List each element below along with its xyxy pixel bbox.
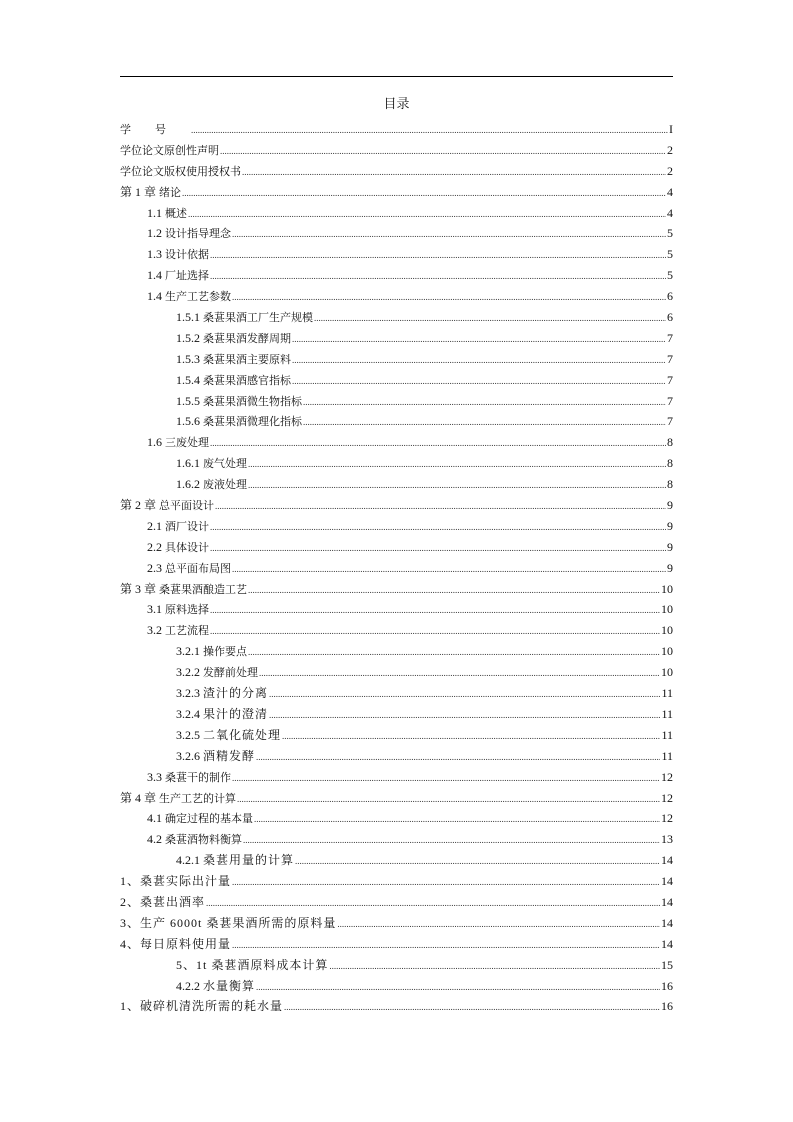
toc-entry-label: 桑葚果酒发酵周期 [203, 331, 291, 345]
dot-leader [337, 914, 660, 935]
toc-entry[interactable] [120, 286, 673, 307]
toc-entry-text [120, 120, 190, 141]
toc-entry[interactable] [120, 808, 673, 829]
dot-leader [248, 454, 666, 475]
toc-entry[interactable] [120, 579, 673, 600]
toc-entry-text [176, 391, 302, 413]
toc-entry-label: 生产工艺参数 [165, 290, 231, 304]
toc-entry-label: 学位论文原创性声明 [120, 143, 219, 157]
toc-entry-label: 三废处理 [165, 436, 209, 450]
toc-entry-number: 1.5.5 [176, 393, 200, 408]
dot-leader [220, 141, 666, 162]
toc-entry-number: 2.3 [147, 560, 162, 575]
dot-leader [182, 183, 666, 204]
toc-entry[interactable] [120, 871, 673, 892]
toc-entry-page: I [669, 122, 673, 136]
toc-entry-text [147, 537, 209, 559]
toc-entry-text [176, 683, 268, 705]
toc-entry-page: 15 [661, 957, 673, 972]
toc-entry[interactable] [120, 537, 673, 558]
dot-leader [248, 475, 666, 496]
toc-entry-text [147, 599, 209, 621]
dot-leader [210, 433, 666, 454]
toc-entry[interactable] [120, 641, 673, 662]
toc-entry-text [176, 850, 294, 872]
toc-entry-page: 12 [661, 790, 673, 805]
toc-entry-number: 3.1 [147, 602, 162, 617]
toc-entry-label: 桑葚用量的计算 [203, 853, 295, 868]
toc-entry-number: 4.2 [147, 832, 162, 847]
toc-entry-page: 14 [661, 874, 673, 889]
toc-entry-text [120, 182, 181, 204]
dot-leader [259, 663, 660, 684]
toc-entry-label: 概述 [165, 206, 187, 220]
toc-entry-page: 10 [661, 644, 673, 659]
toc-entry-page: 12 [661, 811, 673, 826]
toc-entry[interactable] [120, 599, 673, 620]
toc-entry-number: 第 4 章 [120, 790, 157, 805]
dot-leader [206, 893, 660, 914]
toc-entry[interactable] [120, 244, 673, 265]
toc-entry-page: 2 [667, 163, 673, 178]
toc-entry-page: 7 [667, 414, 673, 429]
dot-leader [210, 600, 660, 621]
toc-entry-label: 设计指导理念 [165, 227, 231, 241]
toc-entry-label: 二氧化硫处理 [203, 727, 282, 742]
toc-entry-number: 第 3 章 [120, 581, 157, 596]
toc-entry-text [176, 453, 247, 475]
toc-entry-number: 4.1 [147, 811, 162, 826]
dot-leader [282, 726, 660, 747]
toc-entry-label: 桑葚果酒工厂生产规模 [203, 311, 313, 325]
dot-leader [254, 809, 660, 830]
toc-entry-label: 总平面布局图 [165, 561, 231, 575]
toc-entry-text [120, 162, 241, 183]
toc-entry-page: 11 [661, 706, 673, 721]
toc-entry[interactable] [120, 265, 673, 286]
dot-leader [232, 872, 660, 893]
toc-entry[interactable] [120, 955, 673, 976]
toc-entry-text [120, 871, 231, 893]
header-rule [120, 76, 673, 77]
toc-entry-number: 第 1 章 [120, 184, 157, 199]
toc-entry-text [147, 829, 242, 851]
toc-entry[interactable] [120, 119, 673, 140]
toc-entry-text [120, 934, 231, 956]
dot-leader [242, 162, 666, 183]
dot-leader [210, 266, 666, 287]
toc-entry-page: 5 [667, 247, 673, 262]
toc-entry-text [147, 516, 209, 538]
toc-entry-page: 7 [667, 330, 673, 345]
toc-entry-label: 废液处理 [203, 478, 247, 492]
toc-entry-number: 4.2.2 [176, 978, 200, 993]
toc-entry-number: 1.5.2 [176, 330, 200, 345]
toc-entry-page: 11 [661, 686, 673, 701]
toc-entry-page: 4 [667, 205, 673, 220]
toc-entry-label: 发酵前处理 [203, 666, 258, 680]
toc-entry-text [120, 913, 336, 935]
toc-entry[interactable] [120, 996, 673, 1017]
dot-leader [303, 412, 666, 433]
toc-entry-page: 12 [661, 769, 673, 784]
toc-entry-page: 2 [667, 142, 673, 157]
dot-leader [191, 120, 668, 141]
toc-entry-text [120, 579, 247, 601]
toc-entry-page: 16 [661, 999, 673, 1014]
toc-entry-number: 1.2 [147, 226, 162, 241]
toc-entry-number: 3.2.2 [176, 665, 200, 680]
toc-entry[interactable] [120, 516, 673, 537]
toc-entry-label: 渣汁的分离 [203, 686, 269, 701]
toc-entry-text [176, 641, 247, 663]
toc-entry[interactable] [120, 767, 673, 788]
toc-entry-page: 13 [661, 832, 673, 847]
toc-entry-number: 3.3 [147, 769, 162, 784]
toc-entry-label: 桑葚果酒感官指标 [203, 373, 291, 387]
dot-leader [292, 350, 666, 371]
toc-entry-page: 7 [667, 351, 673, 366]
toc-entry-text [176, 411, 302, 433]
toc-entry-number: 1.4 [147, 289, 162, 304]
toc-entry-text [176, 307, 313, 329]
toc-entry[interactable] [120, 223, 673, 244]
toc-entry-label: 3、生产 6000t 桑葚果酒所需的原料量 [120, 915, 337, 930]
toc-entry-label: 桑葚果酒酿造工艺 [159, 582, 248, 596]
toc-entry-text [120, 141, 219, 162]
dot-leader [243, 830, 660, 851]
toc-entry-page: 8 [667, 456, 673, 471]
dot-leader [256, 747, 660, 768]
dot-leader [256, 977, 660, 998]
toc-entry[interactable] [120, 913, 673, 934]
toc-entry-text [176, 746, 255, 768]
toc-entry-text [147, 620, 209, 642]
toc-entry[interactable] [120, 725, 673, 746]
toc-entry[interactable] [120, 453, 673, 474]
toc-entry[interactable] [120, 746, 673, 767]
toc-entry-label: 果汁的澄清 [203, 706, 269, 721]
toc-entry-page: 4 [667, 184, 673, 199]
dot-leader [237, 789, 660, 810]
toc-title: 目录 [383, 97, 410, 112]
toc-entry-page: 10 [661, 623, 673, 638]
toc-entry-label: 1、桑葚实际出汁量 [120, 874, 232, 889]
toc-entry[interactable] [120, 411, 673, 432]
toc-entry-number: 第 2 章 [120, 498, 157, 513]
toc-entry-page: 9 [667, 560, 673, 575]
toc-entry-label: 2、桑葚出酒率 [120, 894, 206, 909]
toc-entry-label: 酒精发酵 [203, 748, 256, 763]
toc-entry[interactable] [120, 328, 673, 349]
toc-entry[interactable] [120, 934, 673, 955]
toc-entry-number: 2.1 [147, 518, 162, 533]
dot-leader [269, 705, 660, 726]
toc-entry-number: 1.3 [147, 247, 162, 262]
toc-entry[interactable] [120, 140, 673, 161]
toc-entry-page: 10 [661, 602, 673, 617]
dot-leader [215, 496, 666, 517]
dot-leader [284, 997, 660, 1018]
toc-entry-label: 5、1t 桑葚酒原料成本计算 [176, 957, 329, 972]
toc-entry-page: 8 [667, 477, 673, 492]
toc-entry-page: 14 [661, 936, 673, 951]
toc-entry-page: 11 [661, 727, 673, 742]
toc-entry-label: 废气处理 [203, 457, 247, 471]
toc-entry-label: 4、每日原料使用量 [120, 936, 232, 951]
toc-entry-number: 1.5.4 [176, 372, 200, 387]
toc-entry-page: 8 [667, 435, 673, 450]
toc-entry-label: 桑葚果酒主要原料 [203, 352, 291, 366]
toc-entry-text [176, 474, 247, 496]
toc-entry-page: 6 [667, 310, 673, 325]
toc-entry-label: 桑葚干的制作 [165, 770, 231, 784]
toc-entry-text [176, 662, 258, 684]
toc-entry-label: 原料选择 [165, 603, 209, 617]
toc-entry-page: 11 [661, 748, 673, 763]
toc-entry-number: 1.6.2 [176, 477, 200, 492]
toc-entry[interactable] [120, 370, 673, 391]
toc-entry[interactable] [120, 495, 673, 516]
toc-entry-number: 1.6.1 [176, 456, 200, 471]
dot-leader [248, 642, 660, 663]
toc-entry-page: 14 [661, 853, 673, 868]
toc-entry-label: 1、破碎机清洗所需的耗水量 [120, 999, 284, 1014]
dot-leader [210, 245, 666, 266]
toc-entry-number: 4.2.1 [176, 853, 200, 868]
dot-leader [292, 329, 666, 350]
toc-entry-page: 9 [667, 498, 673, 513]
dot-leader [232, 559, 666, 580]
toc-entry-label: 酒厂设计 [165, 519, 209, 533]
toc-entry-number: 1.4 [147, 268, 162, 283]
toc-entry-text [147, 223, 231, 245]
toc-entry-number: 1.5.1 [176, 310, 200, 325]
toc-entry-page: 9 [667, 518, 673, 533]
toc-entry-page: 6 [667, 289, 673, 304]
toc-entry-text [147, 767, 231, 789]
toc-entry-text [120, 495, 214, 517]
toc-entry-page: 14 [661, 894, 673, 909]
toc-entry[interactable] [120, 391, 673, 412]
toc-entry-text [176, 349, 291, 371]
toc-entry[interactable] [120, 704, 673, 725]
toc-entry-label: 工艺流程 [165, 624, 209, 638]
toc-entry-page: 5 [667, 226, 673, 241]
toc-entry-number: 3.2.5 [176, 727, 200, 742]
toc-entry-label: 桑葚酒物料衡算 [165, 833, 242, 847]
dot-leader [269, 684, 660, 705]
dot-leader [303, 392, 666, 413]
dot-leader [248, 580, 660, 601]
toc-entry[interactable] [120, 620, 673, 641]
dot-leader [329, 956, 660, 977]
dot-leader [232, 768, 660, 789]
toc-entry-page: 10 [661, 581, 673, 596]
toc-entry-text [147, 203, 187, 225]
toc-entry-label: 生产工艺的计算 [159, 791, 237, 805]
toc-entry-page: 7 [667, 372, 673, 387]
toc-entry-label: 操作要点 [203, 645, 247, 659]
toc-entry-text [176, 328, 291, 350]
toc-entry-number: 2.2 [147, 539, 162, 554]
toc-entry[interactable] [120, 850, 673, 871]
toc-entry-text [147, 244, 209, 266]
toc-entry[interactable] [120, 203, 673, 224]
toc-entry-label: 学位论文版权使用授权书 [120, 164, 241, 178]
toc-entry-number: 1.5.6 [176, 414, 200, 429]
toc-entry[interactable] [120, 474, 673, 495]
toc-entry-label: 水量衡算 [203, 978, 256, 993]
toc-entry-text [147, 558, 231, 580]
toc-entry-label: 具体设计 [165, 540, 209, 554]
toc-entry[interactable] [120, 161, 673, 182]
toc-entry[interactable] [120, 432, 673, 453]
toc-entry-number: 3.2.3 [176, 686, 200, 701]
toc-entry-label: 桑葚果酒微生物指标 [203, 394, 302, 408]
toc-entry-text [147, 808, 253, 830]
dot-leader [292, 371, 666, 392]
toc-entry[interactable] [120, 307, 673, 328]
toc-entry-label: 学号 [120, 123, 190, 136]
dot-leader [314, 308, 666, 329]
toc-entry[interactable] [120, 349, 673, 370]
toc-entry-label: 设计依据 [165, 248, 209, 262]
toc-entry-label: 绪论 [159, 185, 182, 199]
toc-entry-page: 7 [667, 393, 673, 408]
dot-leader [232, 224, 666, 245]
toc-entry-text [120, 892, 205, 914]
toc-entry-text [176, 704, 268, 726]
toc-entry-number: 3.2.4 [176, 706, 200, 721]
toc-entry-text [147, 286, 231, 308]
toc-entry-text [176, 955, 328, 977]
dot-leader [188, 204, 666, 225]
toc-entry-text [147, 265, 209, 287]
dot-leader [295, 851, 660, 872]
toc-entry[interactable] [120, 788, 673, 809]
toc-entry-label: 桑葚果酒微理化指标 [203, 415, 302, 429]
dot-leader [210, 517, 666, 538]
toc-entry[interactable] [120, 182, 673, 203]
dot-leader [232, 287, 666, 308]
toc-entry-label: 厂址选择 [165, 269, 209, 283]
toc-entry-text [176, 976, 255, 998]
toc-entry-number: 1.5.3 [176, 351, 200, 366]
toc-entry-number: 3.2.1 [176, 644, 200, 659]
toc-entry-text [120, 996, 283, 1018]
toc-entry-label: 确定过程的基本量 [165, 812, 253, 826]
toc-entry-text [176, 725, 281, 747]
toc-entry-page: 10 [661, 665, 673, 680]
toc-entry[interactable] [120, 558, 673, 579]
toc-entry[interactable] [120, 892, 673, 913]
dot-leader [210, 621, 660, 642]
toc-entry-number: 1.1 [147, 205, 162, 220]
toc-entry-page: 16 [661, 978, 673, 993]
dot-leader [232, 935, 660, 956]
table-of-contents [120, 119, 673, 1017]
toc-entry-text [120, 788, 236, 810]
toc-entry-text [176, 370, 291, 392]
toc-entry-page: 5 [667, 268, 673, 283]
toc-entry-page: 14 [661, 915, 673, 930]
dot-leader [210, 538, 666, 559]
toc-entry-number: 3.2.6 [176, 748, 200, 763]
toc-entry-label: 总平面设计 [159, 499, 215, 513]
toc-entry-number: 3.2 [147, 623, 162, 638]
toc-entry[interactable] [120, 976, 673, 997]
toc-entry[interactable] [120, 683, 673, 704]
toc-entry[interactable] [120, 662, 673, 683]
toc-entry-page: 9 [667, 539, 673, 554]
toc-entry[interactable] [120, 829, 673, 850]
toc-entry-text [147, 432, 209, 454]
toc-entry-number: 1.6 [147, 435, 162, 450]
